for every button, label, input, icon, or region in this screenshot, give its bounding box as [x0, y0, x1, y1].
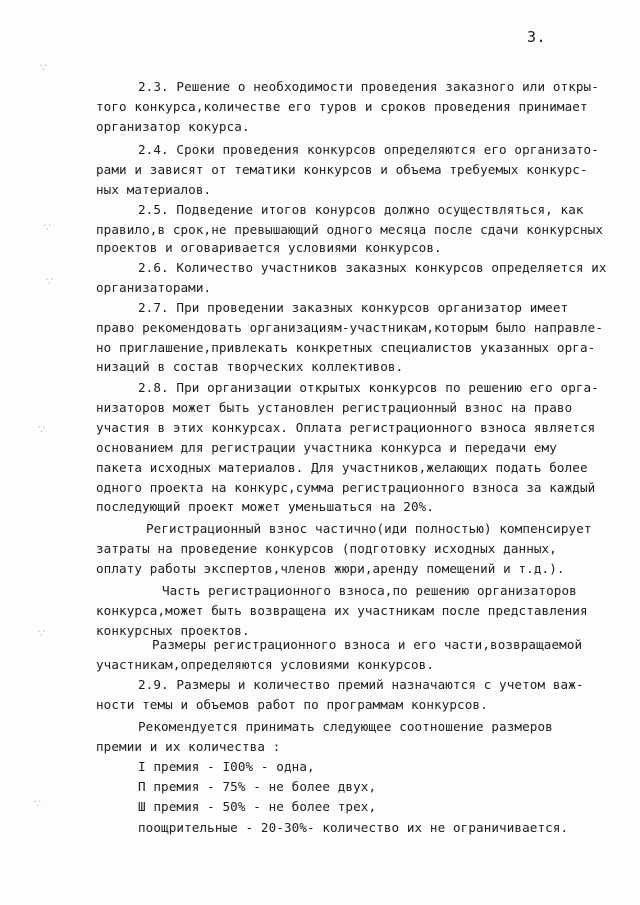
text-line: конкурсных проектов. [96, 623, 250, 638]
margin-mark: ∵ [38, 627, 45, 640]
page-number: 3. [527, 28, 547, 46]
text-line: проектов и оговаривается условиями конкурсов. [96, 240, 442, 255]
text-line: 2.9. Размеры и количество премий назначаются с учетом важ- [138, 677, 584, 692]
text-line: последующий проект может уменьшаться на 20%. [96, 499, 435, 514]
text-line: того конкурса,количестве его туров и сроков проведения принимает [96, 99, 588, 114]
text-line: но приглашение,привлекать конкретных специалистов указанных орга- [96, 340, 596, 355]
text-line: 2.8. При организации открытых конкурсов по решению его орга- [138, 380, 599, 395]
text-line: Ш премия - 50% - не более трех, [138, 799, 377, 814]
text-line: рами и зависят от тематики конкурсов и объема требуемых конкурс- [96, 162, 588, 177]
text-line: участия в этих конкурсах. Оплата регистрационного взноса является [96, 420, 596, 435]
text-line: I премия - I00% - одна, [138, 759, 315, 774]
text-line: 2.6. Количество участников заказных конкурсов определяется их [138, 260, 607, 275]
text-line: организаторами. [96, 280, 212, 295]
text-line: оплату работы экспертов,членов жюри,аренду помещений и т.д.). [96, 561, 565, 576]
text-line: участникам,определяются условиями конкурсов. [96, 657, 435, 672]
text-line: пакета исходных материалов. Для участников,желающих подать более [96, 460, 588, 475]
text-line: правило,в срок,не превышающий одного месяца после сдачи конкурсных [96, 222, 604, 237]
text-line: премии и их количества : [96, 739, 281, 754]
text-line: Размеры регистрационного взноса и его части,возвращаемой [152, 637, 583, 652]
text-line: низаторов может быть установлен регистрационный взнос на право [96, 400, 573, 415]
text-line: основанием для регистрации участника конкурса и передачи ему [96, 440, 557, 455]
margin-mark: ∵ [34, 797, 41, 810]
text-line: ности темы и объемов работ по программам конкурсов. [96, 697, 488, 712]
text-line: ных материалов. [96, 182, 212, 197]
text-line: одного проекта на конкурс,сумма регистрационного взноса за каждый [96, 480, 596, 495]
text-line: Регистрационный взнос частично(иди полностью) компенсирует [146, 521, 592, 536]
text-line: право рекомендовать организациям-участникам,которым было направле- [96, 320, 604, 335]
text-line: 2.7. При проведении заказных конкурсов организатор имеет [138, 300, 569, 315]
margin-mark: ∵ [38, 423, 45, 436]
text-line: организатор кокурса. [96, 119, 250, 134]
margin-mark: ∵ [44, 221, 51, 234]
margin-mark: ∵ [40, 61, 47, 74]
text-line: Рекомендуется принимать следующее соотношение размеров [138, 719, 553, 734]
text-line: затраты на проведение конкурсов (подготовку исходных данных, [96, 541, 557, 556]
text-line: поощрительные - 20-30%- количество их не ограничивается. [138, 820, 569, 835]
text-line: Часть регистрационного взноса,по решению организаторов [162, 583, 577, 598]
text-line: 2.5. Подведение итогов конурсов должно осуществляться, как [138, 202, 584, 217]
text-line: 2.4. Сроки проведения конкурсов определяются его организато- [138, 142, 599, 157]
text-line: 2.3. Решение о необходимости проведения заказного или откры- [138, 79, 599, 94]
margin-mark: ∵ [46, 275, 53, 288]
text-line: П премия - 75% - не более двух, [138, 779, 377, 794]
text-line: низаций в состав творческих коллективов. [96, 359, 404, 374]
text-line: конкурса,может быть возвращена их участникам после представления [96, 603, 588, 618]
